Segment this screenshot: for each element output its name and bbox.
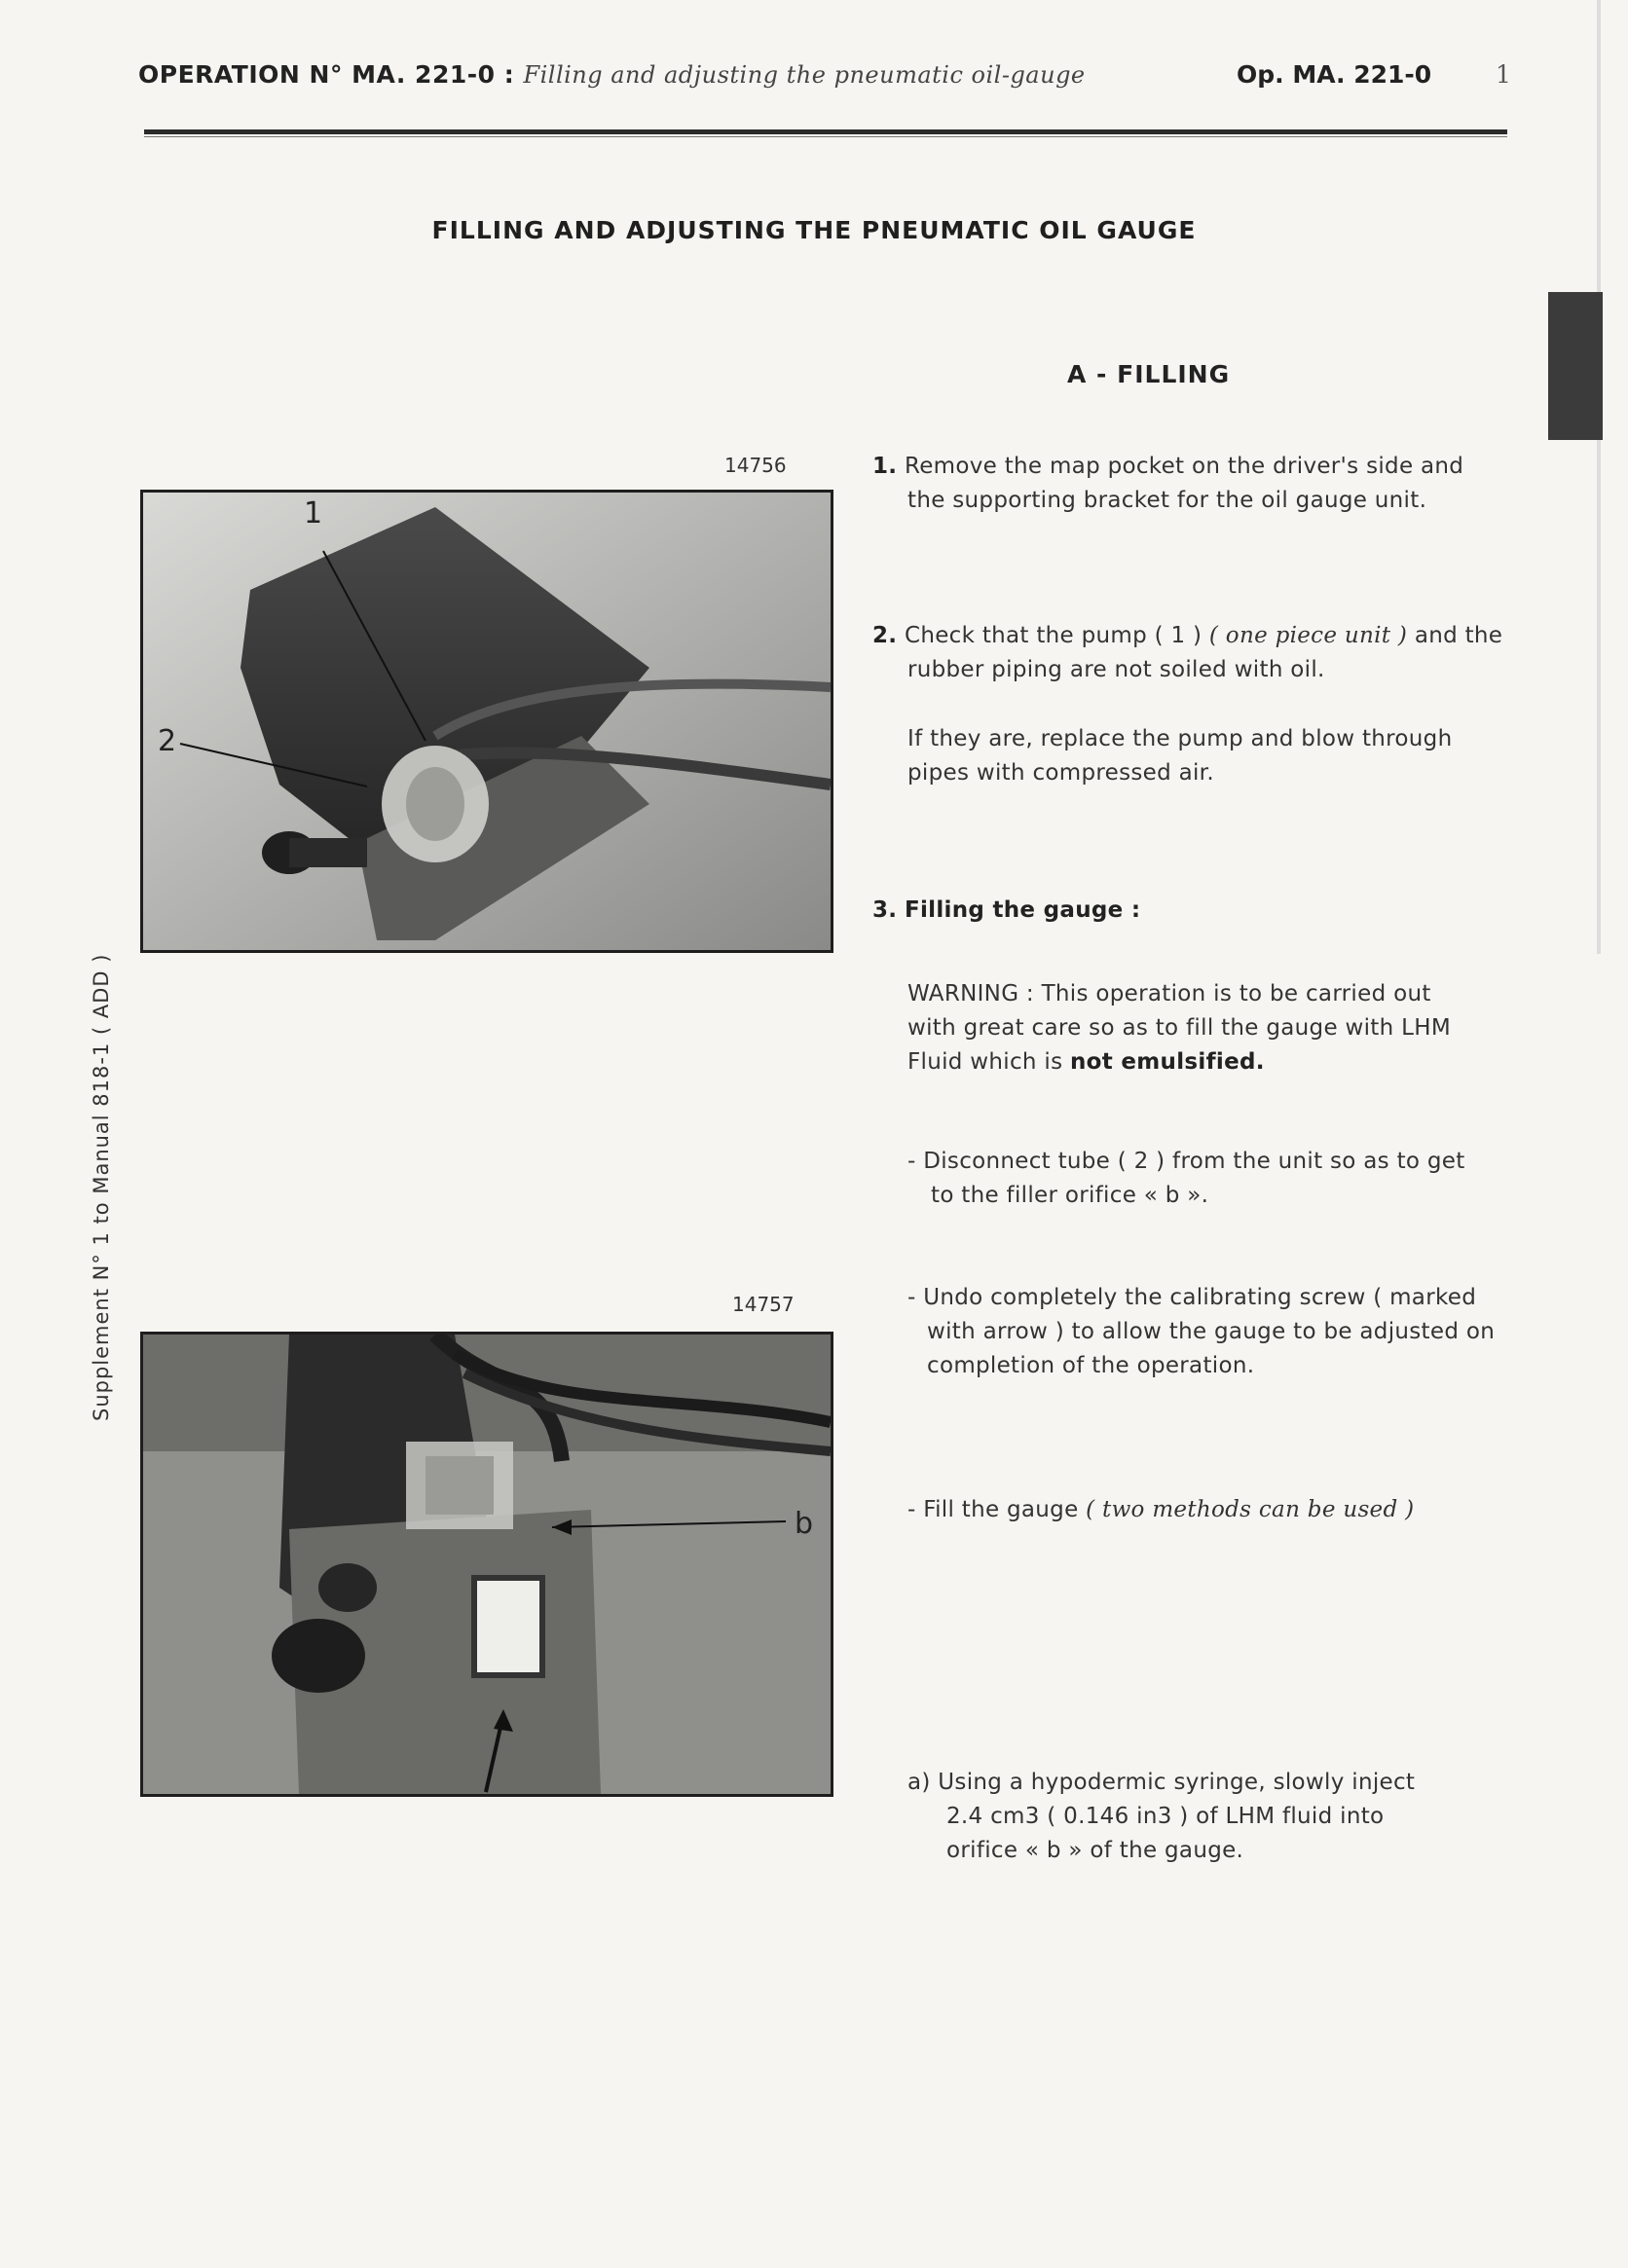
method-a-instruction: [907, 1766, 1550, 1868]
fill-italic: ( two methods can be used ): [1086, 1497, 1415, 1522]
figure2-callout-b: b: [795, 1507, 814, 1541]
section-heading: A - FILLING: [1067, 360, 1231, 388]
section-tab-marker: [1548, 292, 1603, 440]
header-rule: [144, 129, 1507, 134]
figure-number-1: 14756: [724, 454, 787, 477]
undo-line3: completion of the operation.: [927, 1353, 1255, 1378]
warning-paragraph: [907, 977, 1550, 1079]
pump-unit-photo-illustration: [143, 493, 831, 950]
step-1-line1: Remove the map pocket on the driver's side and: [904, 454, 1464, 479]
warning-line1: WARNING : This operation is to be carried out: [907, 981, 1431, 1006]
disconnect-line1: - Disconnect tube ( 2 ) from the unit so as to get: [907, 1149, 1465, 1174]
header-operation-title: Filling and adjusting the pneumatic oil-gauge: [523, 61, 1086, 89]
figure-photo-pump-unit: [140, 490, 833, 953]
step-3-heading-text: Filling the gauge :: [904, 897, 1141, 923]
step-2-paragraph-2: [907, 722, 1550, 790]
figure-number-2: 14757: [732, 1293, 795, 1316]
step-2-p2-line2: pipes with compressed air.: [907, 760, 1214, 786]
step-2-number: 2.: [872, 623, 898, 648]
method-a-line2: 2.4 cm3 ( 0.146 in3 ) of LHM fluid into: [946, 1804, 1385, 1829]
figure1-callout-2: 2: [158, 724, 177, 758]
step-2-post: and the: [1407, 623, 1503, 648]
method-a-line1: a) Using a hypodermic syringe, slowly inject: [907, 1770, 1416, 1795]
fill-pre: - Fill the gauge: [907, 1497, 1087, 1522]
step-1: [872, 450, 1535, 518]
warning-line3-pre: Fluid which is: [907, 1049, 1070, 1075]
header-op-ref: Op. MA. 221-0: [1237, 60, 1432, 89]
disconnect-line2: to the filler orifice « b ».: [931, 1183, 1209, 1208]
step-2: [872, 619, 1535, 687]
step-2-pre: Check that the pump ( 1 ): [904, 623, 1209, 648]
header-rule-thin: [144, 136, 1507, 137]
step-1-line2: the supporting bracket for the oil gauge unit.: [907, 488, 1427, 513]
step-2-line2: rubber piping are not soiled with oil.: [907, 657, 1325, 682]
undo-line1: - Undo completely the calibrating screw ( marked: [907, 1285, 1477, 1310]
method-a-line3: orifice « b » of the gauge.: [946, 1838, 1244, 1863]
header-operation: [138, 60, 1086, 89]
page-title: FILLING AND ADJUSTING THE PNEUMATIC OIL GAUGE: [431, 216, 1197, 244]
figure-photo-filler-orifice: [140, 1332, 833, 1797]
supplement-side-note: Supplement N° 1 to Manual 818-1 ( ADD ): [90, 953, 113, 1421]
step-3-heading: [872, 894, 1535, 928]
filler-orifice-photo-illustration: [143, 1335, 831, 1794]
page-edge-shadow: [1597, 0, 1601, 954]
header-operation-label: OPERATION N° MA. 221-0 :: [138, 60, 524, 89]
undo-screw-instruction: [907, 1281, 1550, 1383]
fill-gauge-instruction: [907, 1493, 1550, 1527]
step-3-number: 3.: [872, 897, 898, 923]
warning-line3-bold: not emulsified.: [1070, 1049, 1265, 1075]
disconnect-instruction: [907, 1145, 1550, 1213]
step-2-p2-line1: If they are, replace the pump and blow through: [907, 726, 1453, 751]
warning-line2: with great care so as to fill the gauge with LHM: [907, 1015, 1451, 1041]
step-2-italic: ( one piece unit ): [1208, 623, 1408, 648]
page-number: 1: [1496, 60, 1511, 89]
undo-line2: with arrow ) to allow the gauge to be adjusted on: [927, 1319, 1496, 1344]
step-1-number: 1.: [872, 454, 898, 479]
figure1-callout-1: 1: [304, 496, 323, 530]
